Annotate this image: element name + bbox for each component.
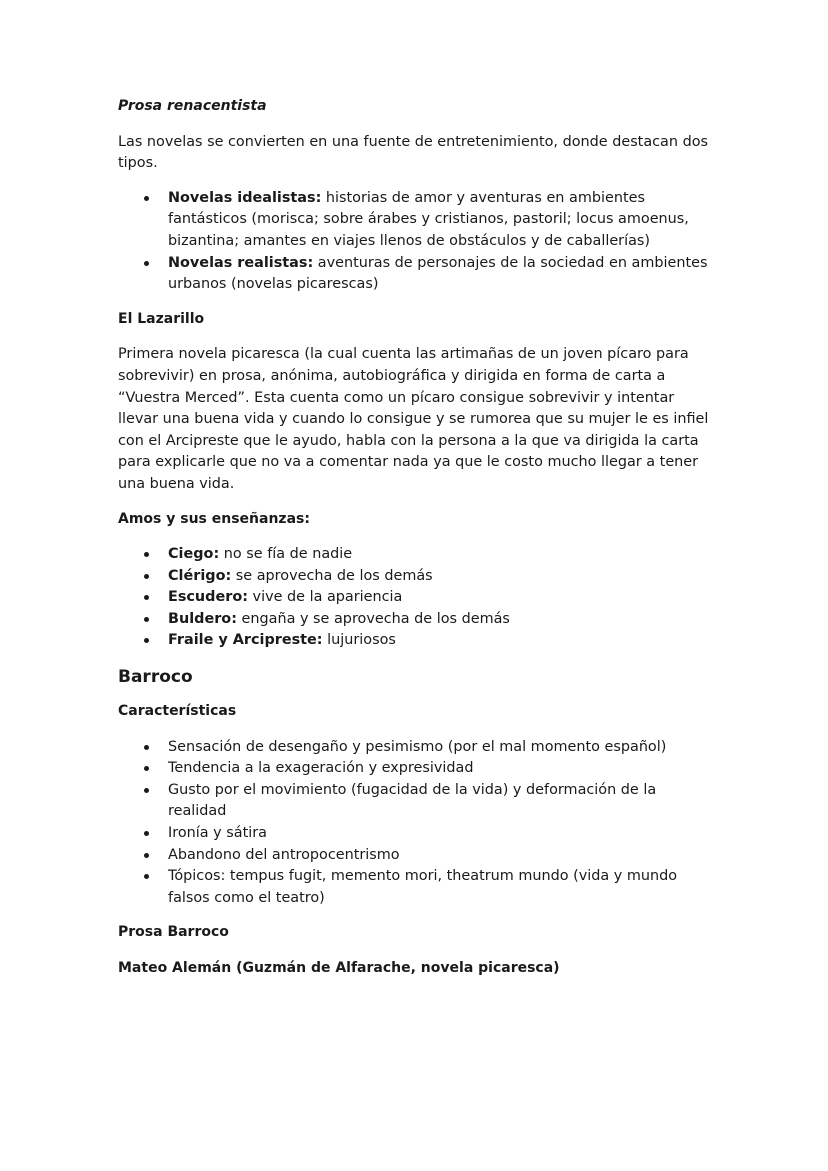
list-item-text: lujuriosos — [322, 632, 396, 649]
section-title-prosa-renacentista: Prosa renacentista — [118, 98, 267, 114]
section-title-lazarillo: El Lazarillo — [118, 310, 205, 327]
list-item — [168, 566, 718, 588]
document-page — [118, 96, 718, 994]
list-item-text: aventuras de personajes de la sociedad en ambientes urbanos (novelas picarescas) — [168, 254, 708, 293]
list-item: Tópicos: tempus fugit, memento mori, theatrum mundo (vida y mundo falsos como el teatro) — [168, 866, 718, 909]
list-item: Tendencia a la exageración y expresividad — [168, 758, 718, 780]
intro-paragraph: Las novelas se convierten en una fuente de entretenimiento, donde destacan dos tipos. — [118, 133, 709, 172]
list-item-text: historias de amor y aventuras en ambientes fantásticos (morisca; sobre árabes y cristianos, pastoril; locus amoenus, bizantina; amantes en viajes llenos de obstáculos y de caballerías) — [168, 189, 689, 249]
lazarillo-paragraph: Primera novela picaresca (la cual cuenta las artimañas de un joven pícaro para sobrevivir) en prosa, anónima, autobiográfica y dirigida en forma de carta a “Vuestra Merced”. Esta cuenta como un pícaro consigue sobrevivir y intentar llevar una buena vida y cuando lo consigue y se rumorea que su mujer le es infiel con el Arcipreste que le ayudo, habla con la persona a la que va dirigida la carta para explicarle que no va a comentar nada ya que le costo mucho llegar a tener una buena vida. — [118, 346, 709, 492]
caracteristicas-list — [118, 737, 718, 910]
list-item: Sensación de desengaño y pesimismo (por el mal momento español) — [168, 737, 718, 759]
list-item — [168, 587, 718, 609]
author-heading: Mateo Alemán (Guzmán de Alfarache, novela picaresca) — [118, 960, 560, 976]
list-item-term: Escudero: — [168, 589, 248, 606]
list-item-term: Novelas idealistas: — [168, 189, 322, 206]
list-item — [168, 609, 718, 631]
list-item-text: se aprovecha de los demás — [231, 567, 433, 584]
amos-list — [118, 544, 718, 652]
subsection-title-caracteristicas: Características — [118, 703, 237, 720]
list-item — [168, 253, 718, 296]
list-item — [168, 544, 718, 566]
list-item-term: Ciego: — [168, 546, 220, 563]
list-item: Gusto por el movimiento (fugacidad de la vida) y deformación de la realidad — [168, 780, 718, 823]
section-title-prosa-barroco: Prosa Barroco — [118, 924, 229, 941]
list-item — [168, 630, 718, 652]
list-item-term: Fraile y Arcipreste: — [168, 632, 323, 649]
list-item-term: Novelas realistas: — [168, 254, 314, 271]
section-title-barroco: Barroco — [118, 667, 193, 688]
list-item-text: engaña y se aprovecha de los demás — [236, 610, 510, 627]
list-item-term: Buldero: — [168, 610, 237, 627]
list-item-text: vive de la apariencia — [247, 589, 403, 606]
list-item — [168, 188, 718, 253]
list-item-text: no se fía de nadie — [219, 546, 353, 563]
list-item: Abandono del antropocentrismo — [168, 845, 718, 867]
list-item: Ironía y sátira — [168, 823, 718, 845]
section-title-amos: Amos y sus enseñanzas: — [118, 510, 310, 527]
list-item-term: Clérigo: — [168, 567, 232, 584]
novel-types-list — [118, 188, 718, 296]
